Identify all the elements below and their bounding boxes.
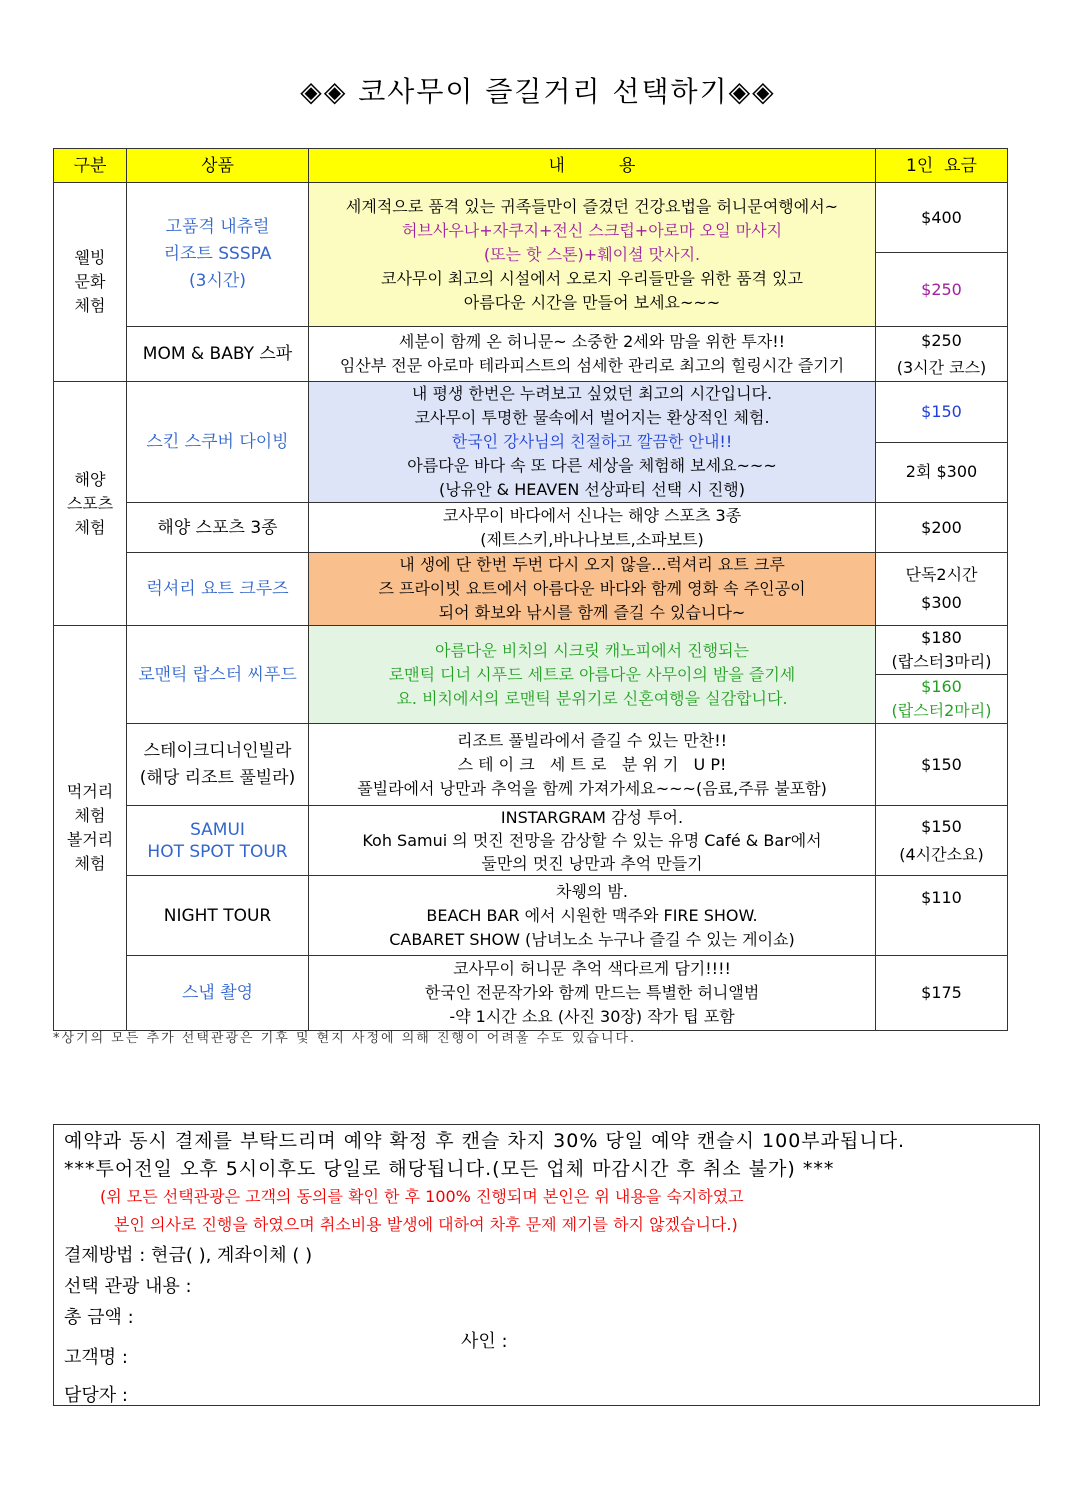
product-mom-baby: MOM & BABY 스파 [127,327,309,382]
manager-field[interactable]: 담당자 : [64,1385,128,1406]
price-steak: $150 [876,724,1008,806]
product-diving: 스킨 스쿠버 다이빙 [127,382,309,503]
selection-field[interactable]: 선택 관광 내용 : [64,1276,192,1297]
consent-line-1: (위 모든 선택관광은 고객의 동의를 확인 한 후 100% 진행되며 본인은 위 내용을 숙지하였고 [100,1187,744,1206]
content-spa: 세계적으로 품격 있는 귀족들만이 즐겼던 건강요법을 허니문여행에서~ 허브사우나+자쿠지+전신 스크럽+아로마 오일 마사지 (또는 핫 스톤)+훼이셜 맛사지. 코사무이 최고의 시설에서 오로지 우리들만을 위한 품격 있고 아름다운 시간을 만들어 보세요~~~ [309,183,876,327]
content-mom-baby: 세분이 함께 온 허니문~ 소중한 2세와 맘을 위한 투자!! 임산부 전문 아로마 테라피스트의 섬세한 관리로 최고의 힐링시간 즐기기 [309,327,876,382]
product-spa: 고품격 내츄럴 리조트 SSSPA (3시간) [127,183,309,327]
consent-line-2: 본인 의사로 진행을 하였으며 취소비용 발생에 대하여 차후 문제 제기를 하지 않겠습니다.) [114,1215,738,1234]
price-spa-2: $250 [876,253,1008,327]
table-header-row [54,149,1008,183]
product-night-tour: NIGHT TOUR [127,876,309,956]
price-lobster-2: $160 (랍스터2마리) [876,675,1008,724]
signature-field[interactable]: 사인 : [461,1331,508,1352]
header-product: 상품 [127,149,309,183]
reservation-form [53,1124,1040,1406]
product-marine-sports: 해양 스포츠 3종 [127,503,309,553]
content-hotspot: INSTARGRAM 감성 투어. Koh Samui 의 멋진 전망을 감상할 수 있는 유명 Café & Bar에서 둘만의 멋진 낭만과 추억 만들기 [309,806,876,876]
category-marine: 해양 스포츠 체험 [54,382,127,626]
product-snap: 스냅 촬영 [127,956,309,1031]
cancel-policy: 예약과 동시 결제를 부탁드리며 예약 확정 후 캔슬 차지 30% 당일 예약 캔슬시 100부과됩니다. [64,1130,906,1152]
tour-table [53,148,1008,1031]
product-hotspot: SAMUI HOT SPOT TOUR [127,806,309,876]
product-steak: 스테이크디너인빌라 (해당 리조트 풀빌라) [127,724,309,806]
payment-method-field[interactable]: 결제방법 : 현금( ), 계좌이체 ( ) [64,1245,313,1266]
header-content: 내 용 [309,149,876,183]
price-diving-2: 2회 $300 [876,442,1008,503]
price-night-tour: $110 [876,876,1008,956]
header-price: 1인 요금 [876,149,1008,183]
header-category: 구분 [54,149,127,183]
disclaimer-note: *상기의 모든 추가 선택관광은 기후 및 현지 사정에 의해 진행이 어려울 수도 있습니다. [53,1031,637,1046]
price-mom-baby: $250 (3시간 코스) [876,327,1008,382]
price-lobster-1: $180 (랍스터3마리) [876,626,1008,675]
price-snap: $175 [876,956,1008,1031]
deadline-policy: ***투어전일 오후 5시이후도 당일로 해당됩니다.(모든 업체 마감시간 후 취소 불가) *** [64,1158,835,1180]
content-steak: 리조트 풀빌라에서 즐길 수 있는 만찬!! 스 테 이 크 세 트 로 분 위 기 U P! 풀빌라에서 낭만과 추억을 함께 가져가세요~~~(음료,주류 불포함) [309,724,876,806]
price-marine-sports: $200 [876,503,1008,553]
content-lobster: 아름다운 비치의 시크릿 캐노피에서 진행되는 로맨틱 디너 시푸드 세트로 아름다운 사무이의 밤을 즐기세 요. 비치에서의 로맨틱 분위기로 신혼여행을 실감합니다. [309,626,876,724]
page-title: ◈◈ 코사무이 즐길거리 선택하기◈◈ [300,75,776,108]
product-lobster: 로맨틱 랍스터 씨푸드 [127,626,309,724]
content-yacht: 내 생에 단 한번 두번 다시 오지 않을...럭셔리 요트 크루 즈 프라이빗 요트에서 아름다운 바다와 함께 영화 속 주인공이 되어 화보와 낚시를 함께 즐길 수 있습니다~ [309,553,876,626]
price-hotspot: $150 (4시간소요) [876,806,1008,876]
content-marine-sports: 코사무이 바다에서 신나는 해양 스포츠 3종 (제트스키,바나나보트,소파보트) [309,503,876,553]
product-yacht: 럭셔리 요트 크루즈 [127,553,309,626]
category-wellbeing: 웰빙 문화 체험 [54,183,127,382]
price-yacht: 단독2시간 $300 [876,553,1008,626]
price-spa-1: $400 [876,183,1008,253]
category-food: 먹거리 체험 볼거리 체험 [54,626,127,1031]
content-night-tour: 차웽의 밤. BEACH BAR 에서 시원한 맥주와 FIRE SHOW. CABARET SHOW (남녀노소 누구나 즐길 수 있는 게이쇼) [309,876,876,956]
price-diving-1: $150 [876,382,1008,443]
total-amount-field[interactable]: 총 금액 : [64,1307,134,1328]
customer-name-field[interactable]: 고객명 : [64,1347,128,1368]
content-snap: 코사무이 허니문 추억 색다르게 담기!!!! 한국인 전문작가와 함께 만드는 특별한 허니앨범 -약 1시간 소요 (사진 30장) 작가 팁 포함 [309,956,876,1031]
content-diving: 내 평생 한번은 누려보고 싶었던 최고의 시간입니다. 코사무이 투명한 물속에서 벌어지는 환상적인 체험. 한국인 강사님의 친절하고 깔끔한 안내!! 아름다운 바다 속 또 다른 세상을 체험해 보세요~~~ (낭유안 & HEAVEN 선상파티 선택 시 진행) [309,382,876,503]
